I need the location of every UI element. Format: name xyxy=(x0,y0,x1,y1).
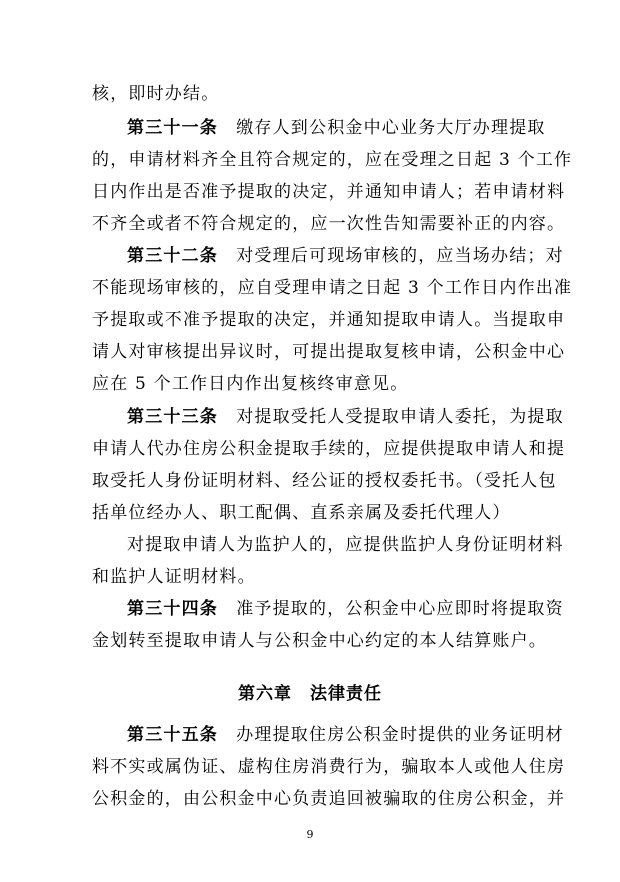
paragraph-line: 核，即时办结。 xyxy=(92,84,220,104)
article-34-text: 准予提取的，公积金中心应即时将提取资 xyxy=(236,599,564,619)
article-31-line xyxy=(127,116,546,140)
article-32-line xyxy=(127,244,564,268)
paragraph-line: 公积金的，由公积金中心负责追回被骗取的住房公积金，并 xyxy=(92,789,566,809)
article-31-label: 第三十一条 xyxy=(127,118,218,138)
paragraph-line: 应在 5 个工作日内作出复核终审意见。 xyxy=(92,374,409,394)
chapter-title: 第六章 法律责任 xyxy=(238,684,382,704)
paragraph-line: 不能现场审核的，应自受理申请之日起 3 个工作日内作出准 xyxy=(92,278,573,298)
article-33-text: 对提取受托人受提取申请人委托，为提取 xyxy=(236,407,564,427)
paragraph-line: 日内作出是否准予提取的决定，并通知申请人；若申请材料 xyxy=(92,182,566,202)
paragraph-line: 请人对审核提出异议时，可提出提取复核申请，公积金中心 xyxy=(92,342,566,362)
paragraph-line: 括单位经办人、职工配偶、直系亲属及委托代理人） xyxy=(92,503,511,523)
article-33-label: 第三十三条 xyxy=(127,407,218,427)
paragraph-line: 对提取申请人为监护人的，应提供监护人身份证明材料 xyxy=(127,535,564,555)
article-33-line xyxy=(127,405,564,429)
article-35-text: 办理提取住房公积金时提供的业务证明材 xyxy=(236,725,564,745)
page-number: 9 xyxy=(306,828,314,841)
article-32-text: 对受理后可现场审核的，应当场办结；对 xyxy=(236,246,564,266)
paragraph-line: 不齐全或者不符合规定的，应一次性告知需要补正的内容。 xyxy=(92,214,566,234)
article-31-text: 缴存人到公积金中心业务大厅办理提取 xyxy=(236,118,546,138)
paragraph-line: 予提取或不准予提取的决定，并通知提取申请人。当提取申 xyxy=(92,310,566,330)
article-32-label: 第三十二条 xyxy=(127,246,218,266)
article-34-label: 第三十四条 xyxy=(127,599,218,619)
article-35-label: 第三十五条 xyxy=(127,725,218,745)
paragraph-line: 取受托人身份证明材料、经公证的授权委托书。（受托人包 xyxy=(92,471,557,491)
paragraph-line: 申请人代办住房公积金提取手续的，应提供提取申请人和提 xyxy=(92,439,566,459)
paragraph-line: 的，申请材料齐全且符合规定的，应在受理之日起 3 个工作 xyxy=(92,150,573,170)
article-34-line xyxy=(127,597,564,621)
paragraph-line: 和监护人证明材料。 xyxy=(92,567,256,587)
article-35-line xyxy=(127,723,564,747)
paragraph-line: 料不实或属伪证、虚构住房消费行为，骗取本人或他人住房 xyxy=(92,757,566,777)
paragraph-line: 金划转至提取申请人与公积金中心约定的本人结算账户。 xyxy=(92,631,547,651)
